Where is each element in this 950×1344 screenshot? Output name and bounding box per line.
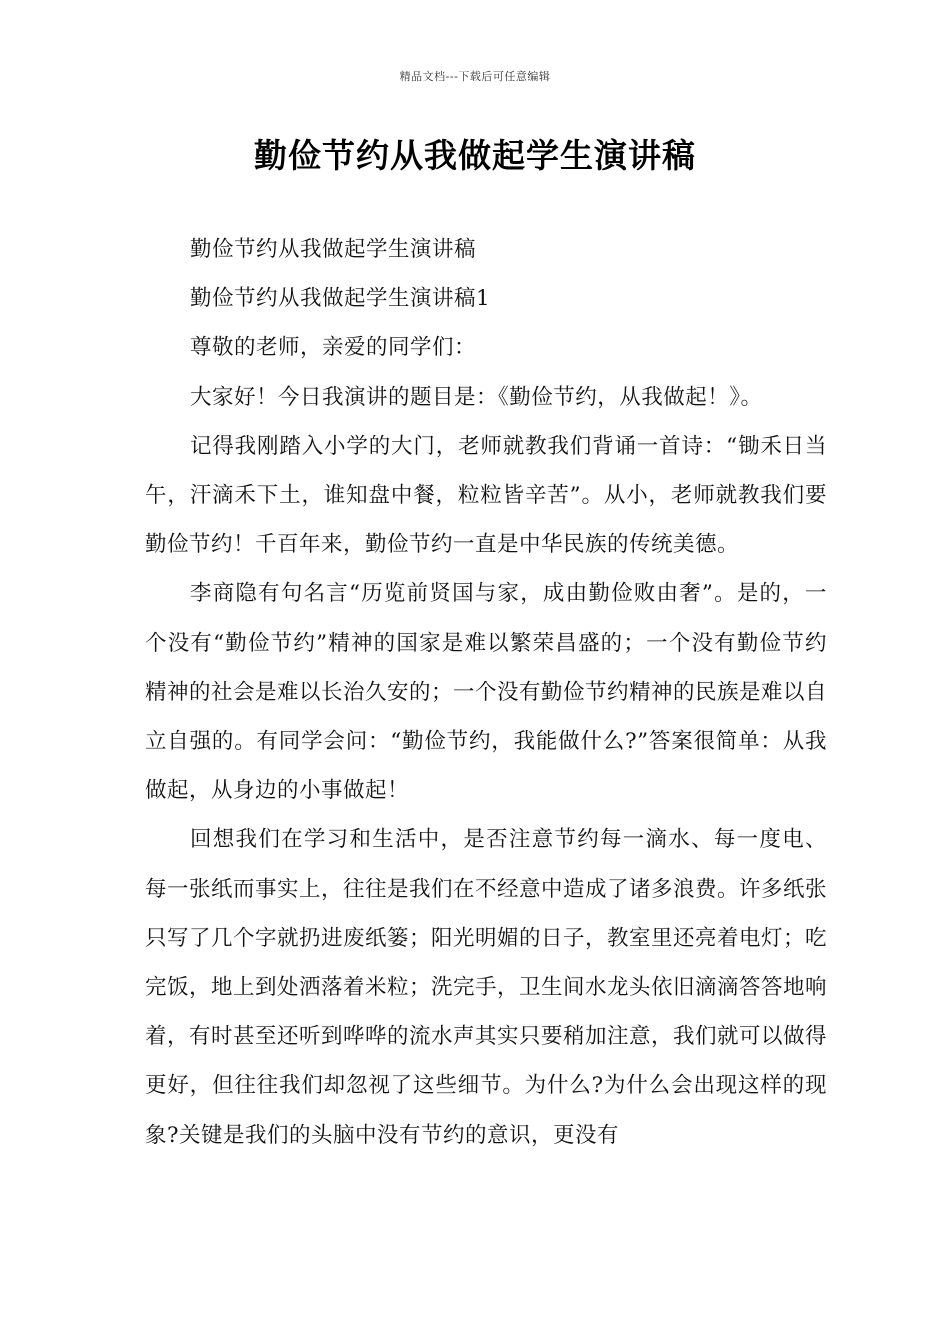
paragraph-body: 回想我们在学习和生活中，是否注意节约每一滴水、每一度电、每一张纸而事实上，往往是我们在不经意中造成了诸多浪费。许多纸张只写了几个字就扔进废纸篓；阳光明媚的日子，教室里还亮着电灯；吃完饭，地上到处洒落着米粒；洗完手，卫生间水龙头依旧滴滴答答地响着，有时甚至还听到哗哗的流水声其实只要稍加注意，我们就可以做得更好，但往往我们却忽视了这些细节。为什么?为什么会出现这样的现象?关键是我们的头脑中没有节约的意识，更没有 [145, 827, 828, 1148]
paragraph-body: 记得我刚踏入小学的大门，老师就教我们背诵一首诗：“锄禾日当午，汗滴禾下土，谁知盘中餐，粒粒皆辛苦”。从小，老师就教我们要勤俭节约！千百年来，勤俭节约一直是中华民族的传统美德。 [145, 433, 827, 558]
document-body [145, 225, 827, 1160]
paragraph-salutation: 尊敬的老师，亲爱的同学们： [190, 335, 477, 361]
paragraph-body: 李商隐有句名言“历览前贤国与家，成由勤俭败由奢”。是的，一个没有“勤俭节约”精神的国家是难以繁荣昌盛的；一个没有勤俭节约精神的社会是难以长治久安的；一个没有勤俭节约精神的民族是难以自立自强的。有同学会问：“勤俭节约，我能做什么?”答案很简单：从我做起，从身边的小事做起！ [145, 581, 828, 804]
document-title: 勤俭节约从我做起学生演讲稿 [254, 136, 696, 175]
header-note: 精品文档---下载后可任意编辑 [399, 70, 551, 83]
paragraph-subtitle: 勤俭节约从我做起学生演讲稿 [190, 237, 477, 262]
paragraph-section-heading: 勤俭节约从我做起学生演讲稿1 [190, 286, 491, 312]
paragraph-greeting: 大家好！今日我演讲的题目是：《勤俭节约，从我做起！》。 [190, 384, 763, 410]
